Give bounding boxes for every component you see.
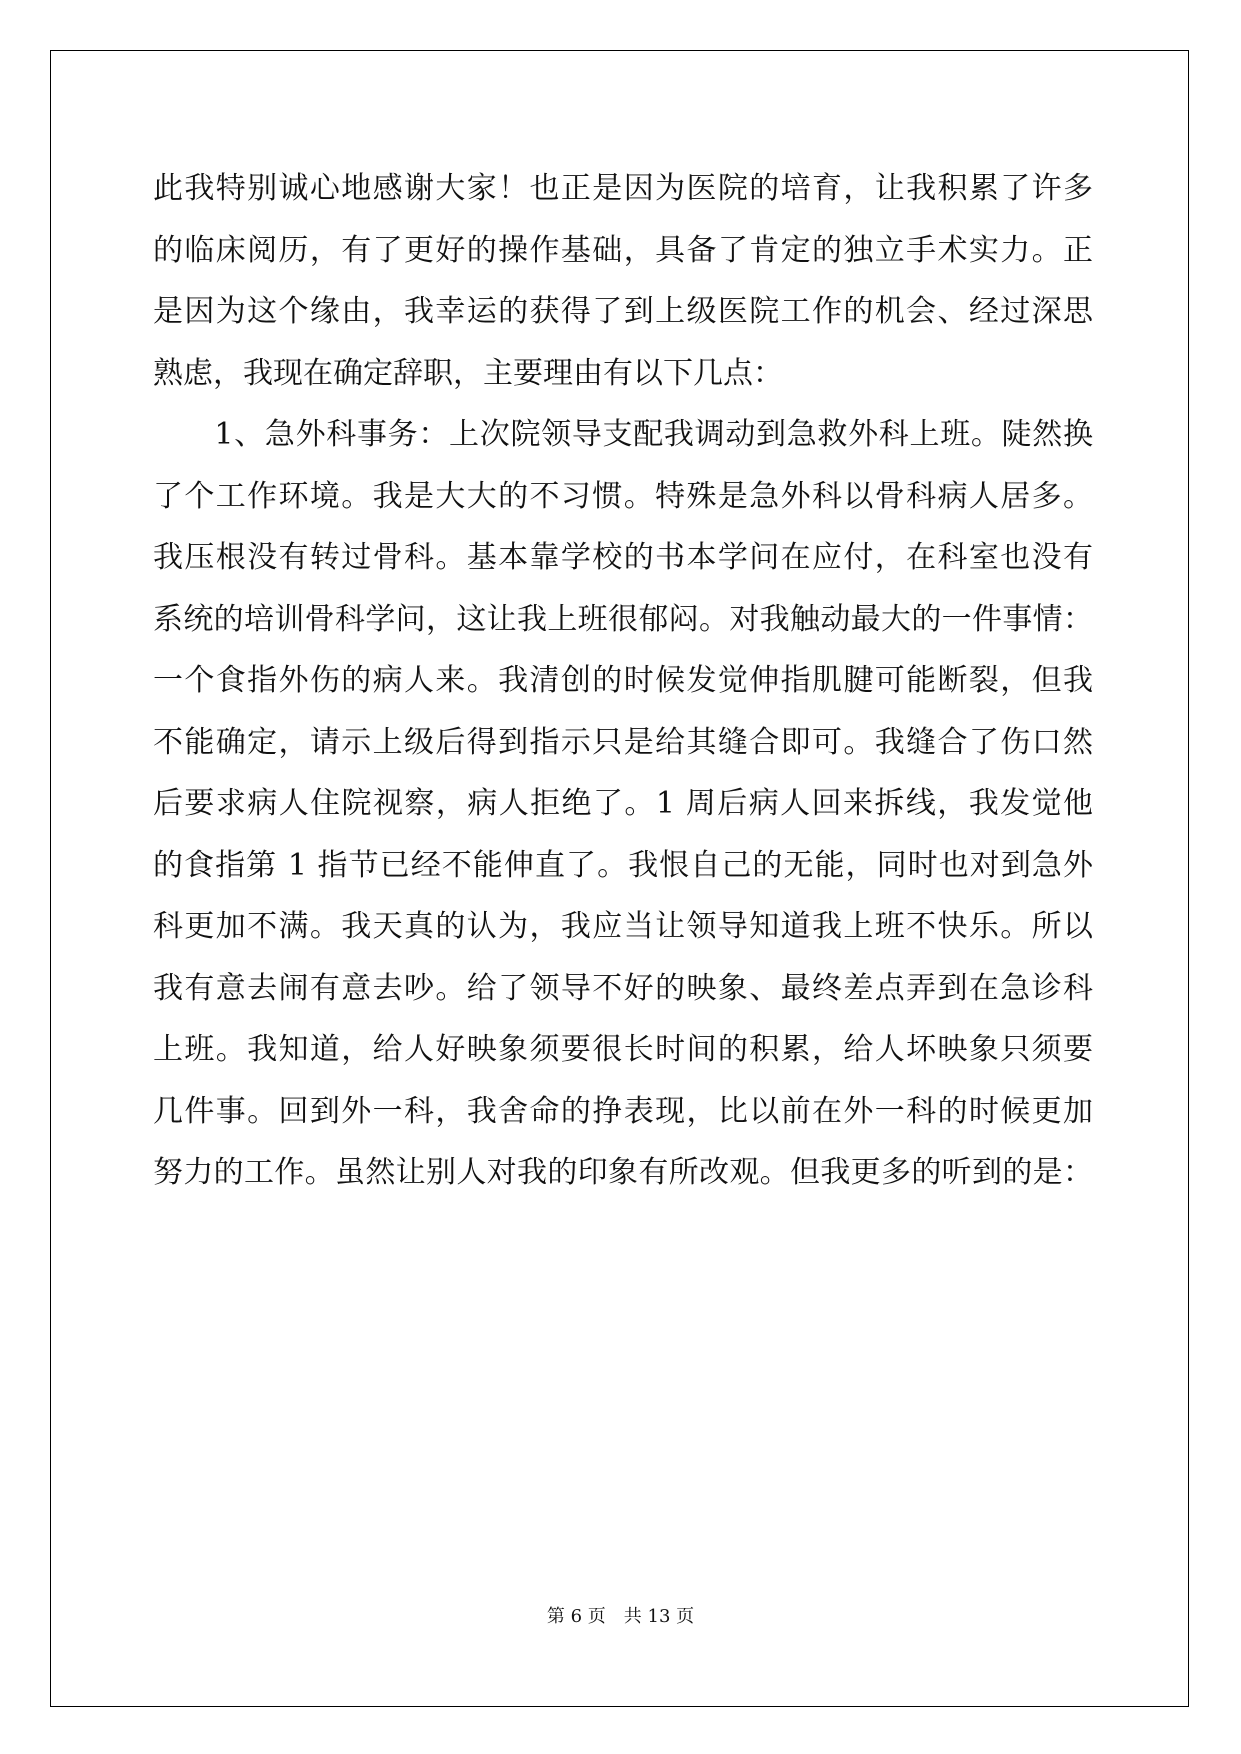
- text-line: 是因为这个缘由，我幸运的获得了到上级医院工作的机会、经过深思: [153, 294, 1093, 329]
- text-line: 了个工作环境。我是大大的不习惯。特殊是急外科以骨科病人居多。: [153, 478, 1093, 514]
- document-body: [153, 158, 1093, 1204]
- page-number-footer: 第 6 页 共 13 页: [546, 1606, 695, 1627]
- text-line: 1、急外科事务：上次院领导支配我调动到急救外科上班。陡然换: [153, 417, 1093, 452]
- text-line: 后要求病人住院视察，病人拒绝了。1 周后病人回来拆线，我发觉他: [153, 786, 1093, 821]
- text-line: 几件事。回到外一科，我舍命的挣表现，比以前在外一科的时候更加: [153, 1093, 1093, 1129]
- text-line: 的临床阅历，有了更好的操作基础，具备了肯定的独立手术实力。正: [153, 232, 1093, 268]
- text-line: 我有意去闹有意去吵。给了领导不好的映象、最终差点弄到在急诊科: [153, 970, 1093, 1006]
- text-line: 上班。我知道，给人好映象须要很长时间的积累，给人坏映象只须要: [153, 1032, 1093, 1067]
- text-line: 的食指第 1 指节已经不能伸直了。我恨自己的无能，同时也对到急外: [153, 847, 1093, 883]
- text-line: 此我特别诚心地感谢大家！也正是因为医院的培育，让我积累了许多: [153, 171, 1093, 206]
- text-line: 努力的工作。虽然让别人对我的印象有所改观。但我更多的听到的是：: [153, 1155, 1093, 1190]
- text-line: 科更加不满。我天真的认为，我应当让领导知道我上班不快乐。所以: [153, 909, 1093, 944]
- text-line: 我压根没有转过骨科。基本靠学校的书本学问在应付，在科室也没有: [153, 540, 1093, 575]
- text-line: 不能确定，请示上级后得到指示只是给其缝合即可。我缝合了伤口然: [153, 724, 1093, 760]
- text-line: 一个食指外伤的病人来。我清创的时候发觉伸指肌腱可能断裂，但我: [153, 663, 1093, 698]
- text-line: 熟虑，我现在确定辞职，主要理由有以下几点：: [153, 355, 783, 391]
- text-line: 系统的培训骨科学问，这让我上班很郁闷。对我触动最大的一件事情：: [153, 601, 1093, 637]
